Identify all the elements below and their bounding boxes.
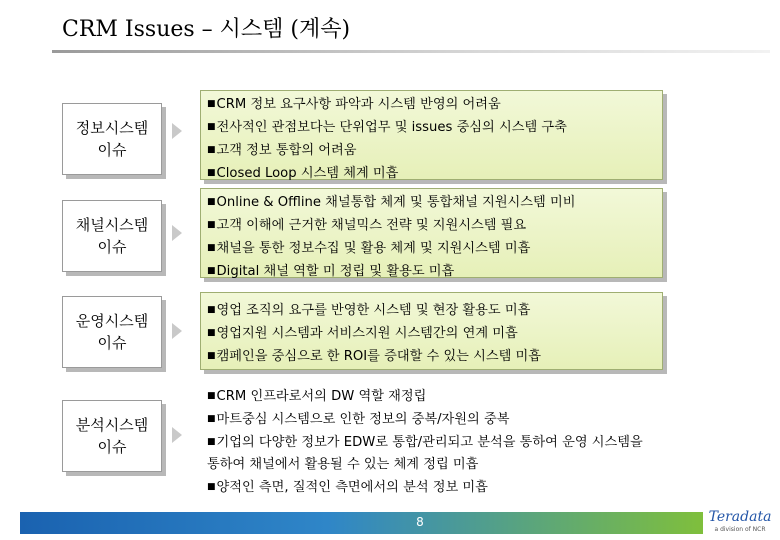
- issue-item: ■Closed Loop 시스템 체계 미흡: [207, 166, 399, 181]
- section-label-channel-system: [62, 200, 162, 272]
- section-label-line2: 이슈: [97, 334, 127, 352]
- issue-item: ■Online & Offline 채널통합 체계 및 통합채널 지원시스템 미비: [207, 195, 576, 210]
- bullet-square-icon: ■: [207, 145, 216, 155]
- issue-item: ■영업 조직의 요구를 반영한 시스템 및 현장 활용도 미흡: [207, 303, 531, 318]
- issue-item: ■기업의 다양한 정보가 EDW로 통합/관리되고 분석을 통하여 운영 시스템을 통하여 채널에서 활용될 수 있는 체계 정립 미흡: [207, 435, 643, 472]
- bullet-square-icon: ■: [207, 122, 216, 132]
- bullet-square-icon: ■: [207, 168, 216, 178]
- bullet-square-icon: ■: [207, 328, 216, 338]
- section-label-line1: 채널시스템: [75, 216, 149, 234]
- issue-item: ■양적인 측면, 질적인 측면에서의 분석 정보 미흡: [207, 480, 488, 495]
- section-label-line1: 정보시스템: [75, 119, 149, 137]
- section-label-information-system: [62, 103, 162, 175]
- issue-item: ■Digital 채널 역할 미 정립 및 활용도 미흡: [207, 264, 455, 279]
- section-label-line2: 이슈: [97, 238, 127, 256]
- section-label-line2: 이슈: [97, 438, 127, 456]
- bullet-square-icon: ■: [207, 243, 216, 253]
- bullet-square-icon: ■: [207, 266, 216, 276]
- bullet-square-icon: ■: [207, 305, 216, 315]
- chevron-right-icon: [172, 225, 182, 241]
- section-label-line1: 운영시스템: [75, 312, 149, 330]
- issues-box-operation-system: [200, 292, 663, 370]
- title-divider: [52, 50, 770, 53]
- bullet-square-icon: ■: [207, 351, 216, 361]
- bullet-square-icon: ■: [207, 99, 216, 109]
- issue-item: ■채널을 통한 정보수집 및 활용 체계 및 지원시스템 미흡: [207, 241, 531, 256]
- issue-item: ■캠페인을 중심으로 한 ROI를 증대할 수 있는 시스템 미흡: [207, 349, 542, 364]
- page-title: CRM Issues – 시스템 (계속): [62, 17, 351, 42]
- bullet-square-icon: ■: [207, 197, 216, 207]
- footer-bar: [20, 512, 703, 534]
- page-number: 8: [416, 515, 424, 529]
- issue-item: ■마트중심 시스템으로 인한 정보의 중복/자원의 중복: [207, 412, 510, 427]
- issue-item: ■전사적인 관점보다는 단위업무 및 issues 중심의 시스템 구축: [207, 120, 567, 135]
- issue-item: ■고객 이해에 근거한 채널믹스 전략 및 지원시스템 필요: [207, 218, 527, 233]
- bullet-square-icon: ■: [207, 437, 216, 447]
- bullet-square-icon: ■: [207, 391, 216, 401]
- chevron-right-icon: [172, 323, 182, 339]
- chevron-right-icon: [172, 427, 182, 443]
- issue-item: ■CRM 정보 요구사항 파악과 시스템 반영의 어려움: [207, 97, 501, 112]
- section-label-line1: 분석시스템: [75, 416, 149, 434]
- issues-box-information-system: [200, 90, 663, 180]
- issue-item: ■영업지원 시스템과 서비스지원 시스템간의 연계 미흡: [207, 326, 518, 341]
- chevron-right-icon: [172, 123, 182, 139]
- issues-box-analysis-system: [200, 382, 663, 495]
- bullet-square-icon: ■: [207, 414, 216, 424]
- issues-box-channel-system: [200, 188, 663, 278]
- issue-item: ■고객 정보 통합의 어려움: [207, 143, 357, 158]
- section-label-analysis-system: [62, 400, 162, 472]
- bullet-square-icon: ■: [207, 220, 216, 230]
- section-label-operation-system: [62, 296, 162, 368]
- bullet-square-icon: ■: [207, 482, 216, 492]
- teradata-logo: [706, 508, 774, 538]
- logo-wordmark: Teradata: [708, 509, 772, 525]
- issue-item: ■CRM 인프라로서의 DW 역할 재정립: [207, 389, 427, 404]
- section-label-line2: 이슈: [97, 141, 127, 159]
- logo-subtext: a division of NCR: [714, 526, 766, 533]
